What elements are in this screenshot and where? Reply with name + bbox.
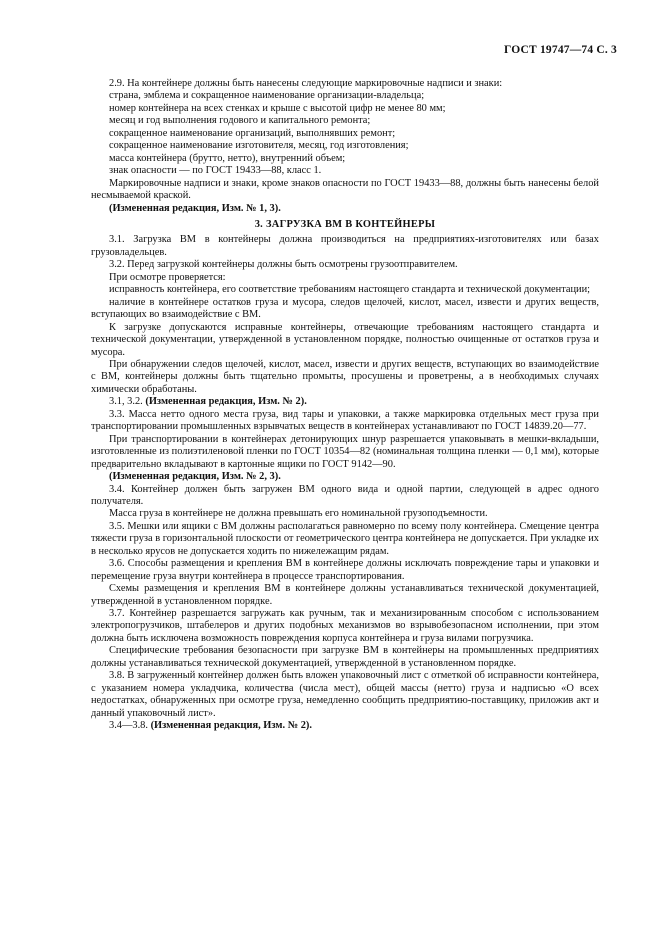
- edition-note-3-1: [91, 396, 599, 408]
- clause-3-2-admit: К загрузке допускаются исправные контейнеры, отвечающие требованиям настоящего стандарта и технической документации, утвержденной в установленном порядке, полностью очищенные от остатков груза и мусора.: [91, 321, 599, 358]
- clause-3-2-detect: При обнаружении следов щелочей, кислот, масел, извести и других веществ, вступающих во взаимодействие с ВМ, контейнеры должны быть тщательно промыты, просушены и проветрены, а в необходимых случаях химически обработаны.: [91, 358, 599, 395]
- clause-3-7: 3.7. Контейнер разрешается загружать как ручным, так и механизированным способом с использованием электропогрузчиков, штабелеров и других подобных механизмов во взрывобезопасном исполнении, при этом должна быть исключена возможность повреждения корпуса контейнера и груза вилами погрузчика.: [91, 608, 599, 644]
- edition-note-prefix: 3.4—3.8.: [109, 720, 148, 732]
- marking-closing: Маркировочные надписи и знаки, кроме знаков опасности по ГОСТ 19433—88, должны быть нанесены белой несмываемой краской.: [91, 177, 599, 202]
- marking-item: сокращенное наименование изготовителя, месяц, год изготовления;: [109, 140, 409, 152]
- clause-2-9-intro: 2.9. На контейнере должны быть нанесены следующие маркировочные надписи и знаки:: [109, 78, 503, 89]
- section-3-title: 3. ЗАГРУЗКА ВМ В КОНТЕЙНЕРЫ: [254, 218, 436, 230]
- clause-3-4-b: Масса груза в контейнере не должна превышать его номинальной грузоподъемности.: [109, 508, 488, 520]
- clause-3-7-b: Специфические требования безопасности при загрузке ВМ в контейнеры на промышленных предприятиях должны устанавливаться технической документацией, утвержденной в установленном порядке.: [91, 645, 599, 669]
- edition-note-3-3: (Измененная редакция, Изм. № 2, 3).: [109, 471, 281, 483]
- document-body: [91, 78, 599, 733]
- edition-note-2-9: (Измененная редакция, Изм. № 1, 3).: [109, 202, 281, 214]
- edition-note-prefix: 3.1, 3.2.: [109, 396, 143, 408]
- clause-3-5: 3.5. Мешки или ящики с ВМ должны располагаться равномерно по всему полу контейнера. Смещение центра тяжести груза в горизонтальной плоскости от геометрического центра контейнера не допускается. При укладке их в несколько ярусов не допускается ходить по нижележащим рядам.: [91, 520, 599, 557]
- clause-3-2-check: При осмотре проверяется:: [109, 271, 226, 283]
- clause-3-2-item: исправность контейнера, его соответствие требованиям настоящего стандарта и технической документации;: [109, 284, 591, 296]
- edition-note-text: (Измененная редакция, Изм. № 2).: [145, 396, 307, 408]
- marking-item: сокращенное наименование организаций, выполнявших ремонт;: [109, 127, 396, 139]
- edition-note-text: (Измененная редакция, Изм. № 2).: [150, 720, 312, 732]
- marking-item: страна, эмблема и сокращенное наименование организации-владельца;: [109, 90, 425, 102]
- page-header: ГОСТ 19747—74 С. 3: [504, 44, 617, 56]
- edition-note-3-4: [91, 720, 599, 732]
- clause-3-2: 3.2. Перед загрузкой контейнеры должны быть осмотрены грузоотправителем.: [109, 259, 458, 271]
- marking-item: номер контейнера на всех стенках и крыше с высотой цифр не менее 80 мм;: [109, 102, 446, 114]
- clause-3-3-b: При транспортировании в контейнерах детонирующих шнур разрешается упаковывать в мешки-вкладыши, изготовленные из полиэтиленовой пленки по ГОСТ 10354—82 (номинальная толщина пленки — 0,1 мм), которые предварительно вкладывают в картонные ящики по ГОСТ 9142—90.: [91, 433, 599, 470]
- marking-item: месяц и год выполнения годового и капитального ремонта;: [109, 115, 371, 127]
- clause-3-3: 3.3. Масса нетто одного места груза, вид тары и упаковки, а также маркировка отдельных мест груза при транспортировании промышленных взрывчатых веществ в контейнерах устанавливают по ГОСТ 14839.20—77.: [91, 408, 599, 433]
- marking-item: масса контейнера (брутто, нетто), внутренний объем;: [109, 152, 346, 164]
- clause-3-1: 3.1. Загрузка ВМ в контейнеры должна производиться на предприятиях-изготовителях или базах грузовладельцев.: [91, 234, 599, 258]
- clause-3-6-b: Схемы размещения и крепления ВМ в контейнере должны устанавливаться технической документацией, утвержденной в установленном порядке.: [91, 583, 599, 607]
- marking-item: знак опасности — по ГОСТ 19433—88, класс 1.: [109, 165, 322, 177]
- clause-3-6: 3.6. Способы размещения и крепления ВМ в контейнере должны исключать повреждение тары и упаковки и перемещение груза внутри контейнера в процессе транспортирования.: [91, 558, 599, 582]
- clause-3-8: 3.8. В загруженный контейнер должен быть вложен упаковочный лист с отметкой об исправности контейнера, с указанием номера укладчика, количества (числа мест), общей массы (нетто) груза и надписью «О всех недостатках, обнаруженных при осмотре груза, немедленно сообщить предприятию-поставщику, приложив акт и данный упаковочный лист».: [91, 670, 599, 719]
- clause-3-2-item: наличие в контейнере остатков груза и мусора, следов щелочей, кислот, масел, извести и других веществ, вступающих во взаимодействие с ВМ.: [91, 296, 599, 321]
- clause-3-4: 3.4. Контейнер должен быть загружен ВМ одного вида и одной партии, следующей в адрес одного получателя.: [91, 483, 599, 507]
